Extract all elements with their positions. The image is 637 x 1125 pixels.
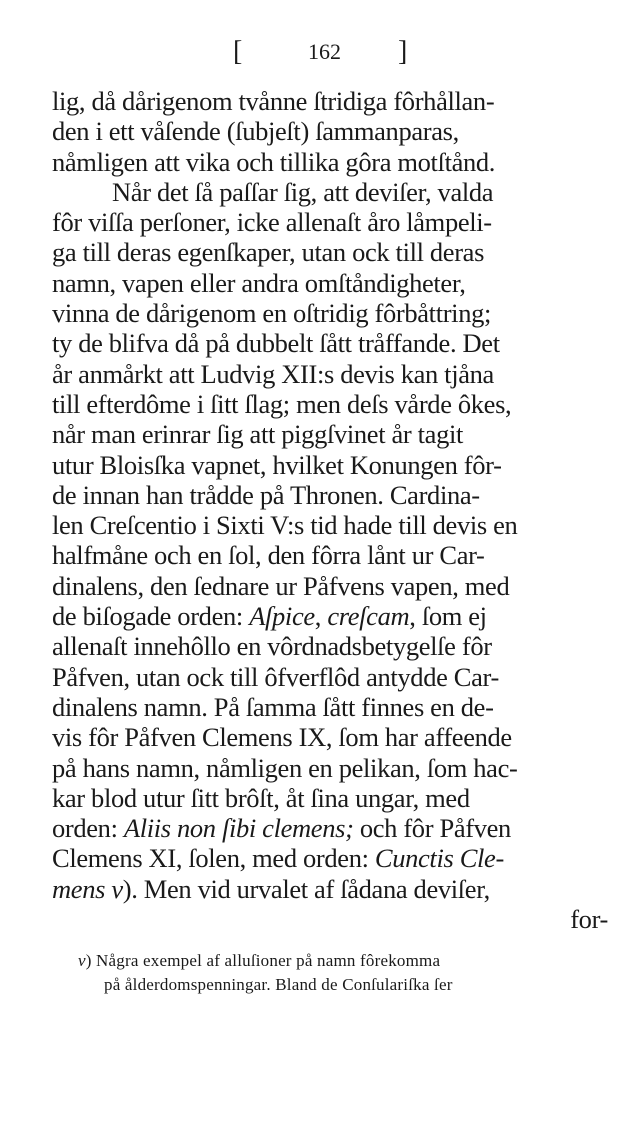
text-line-with-motto — [52, 874, 608, 904]
text-span: Clemens XI, ſolen, med orden: — [52, 843, 375, 874]
text-line: vis fôr Påfven Clemens IX, ſom har affeende — [52, 722, 512, 753]
text-line: namn, vapen eller andra omſtåndigheter, — [52, 267, 466, 298]
text-line: når man erinrar ſig att piggſvinet år tagit — [52, 419, 464, 450]
text-line: på hans namn, nåmligen en pelikan, ſom hac- — [52, 752, 518, 783]
page-header — [0, 36, 637, 70]
motto-italic: Aſpice — [249, 601, 315, 632]
text-line: nåmligen att vika och tillika gôra motſtånd. — [52, 146, 496, 177]
text-span: och fôr Påfven — [353, 813, 511, 844]
text-line: vinna de dårigenom en oſtridig fôrbåttring; — [52, 298, 492, 329]
catchword: for- — [570, 904, 608, 935]
text-line: dinalens, den ſednare ur Påfvens vapen, med — [52, 570, 510, 601]
text-line: till efterdôme i ſitt ſlag; men deſs vårde ôkes, — [52, 388, 512, 419]
text-line: ty de blifva då på dubbelt ſått tråffande. Det — [52, 328, 500, 359]
footnote — [78, 949, 608, 997]
text-line: år anmårkt att Ludvig XII:s devis kan tjåna — [52, 358, 494, 389]
text-span: orden: — [52, 813, 124, 844]
text-span: , ſom ej — [409, 601, 487, 632]
motto-italic: Cunctis Cle- — [374, 843, 504, 874]
body-text — [52, 86, 608, 934]
footnote-line: på ålderdomspenningar. Bland de Conſulariſka ſer — [104, 975, 453, 994]
text-line: fôr viſſa perſoner, icke allenaſt åro låmpeli- — [52, 207, 492, 238]
page-number: 162 — [308, 39, 341, 64]
header-bracket-left: [ — [233, 36, 243, 67]
header-bracket-right: ] — [398, 36, 408, 67]
text-line: Påfven, utan ock till ôfverflôd antydde Car- — [52, 661, 499, 692]
motto-italic: Aliis non ſibi clemens; — [123, 813, 354, 844]
text-line: allenaſt innehôllo en vôrdnadsbetygelſe fôr — [52, 631, 492, 662]
motto-italic: creſcam — [327, 601, 410, 632]
footnote-marker: v — [78, 951, 86, 970]
text-line: de innan han trådde på Thronen. Cardina- — [52, 479, 480, 510]
motto-italic: mens v — [52, 873, 123, 904]
text-line: len Creſcentio i Sixti V:s tid hade till devis en — [52, 510, 518, 541]
text-line: halfmåne och en ſol, den fôrra lånt ur Car- — [52, 540, 485, 571]
text-line: ga till deras egenſkaper, utan ock till deras — [52, 237, 485, 268]
text-line-with-motto — [52, 601, 608, 631]
text-span: , — [314, 601, 328, 632]
text-line: den i ett våſende (ſubjeſt) ſammanparas, — [52, 116, 459, 147]
footnote-text: ) Några exempel af alluſioner på namn fôrekomma — [85, 951, 441, 970]
text-line: utur Bloisſka vapnet, hvilket Konungen fôr- — [52, 449, 502, 480]
text-span: de biſogade orden: — [52, 601, 250, 632]
text-line: kar blod utur ſitt brôſt, åt ſina ungar, med — [52, 782, 470, 813]
footnote-line — [78, 949, 608, 973]
text-line-with-motto — [52, 843, 608, 873]
text-line: lig, då dårigenom tvånne ſtridiga fôrhållan- — [52, 86, 495, 116]
text-span: ). Men vid urvalet af ſådana deviſer, — [122, 873, 490, 904]
text-line-with-motto — [52, 813, 608, 843]
text-line: Når det ſå paſſar ſig, att deviſer, valda — [112, 176, 494, 207]
text-line: dinalens namn. På ſamma ſått finnes en de- — [52, 691, 494, 722]
